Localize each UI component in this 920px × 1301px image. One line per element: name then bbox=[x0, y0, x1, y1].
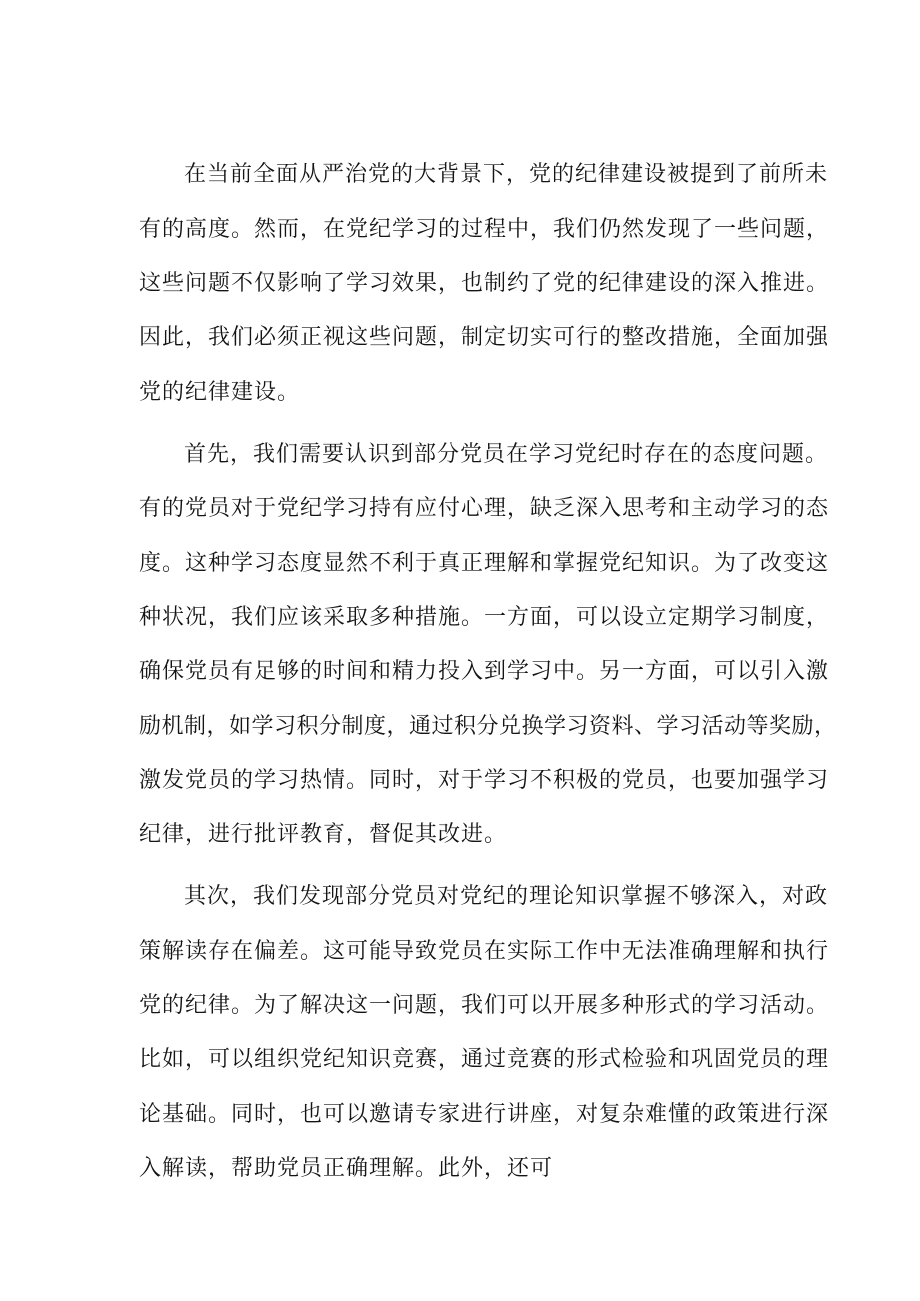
paragraph-3-line-2: 策解读存在偏差。这可能导致党员在实际工作中无法准确理解和执行 bbox=[139, 939, 830, 964]
paragraph-3-line-1: 其次，我们发现部分党员对党纪的理论知识掌握不够深入，对政 bbox=[184, 884, 829, 909]
paragraph-1-line-1: 在当前全面从严治党的大背景下，党的纪律建设被提到了前所未 bbox=[184, 162, 829, 187]
paragraph-2-line-3: 度。这种学习态度显然不利于真正理解和掌握党纪知识。为了改变这 bbox=[139, 551, 830, 576]
paragraph-1-line-2: 有的高度。然而，在党纪学习的过程中，我们仍然发现了一些问题， bbox=[139, 217, 830, 242]
paragraph-1-line-3: 这些问题不仅影响了学习效果，也制约了党的纪律建设的深入推进。 bbox=[139, 271, 830, 296]
paragraph-2-line-2: 有的党员对于党纪学习持有应付心理，缺乏深入思考和主动学习的态 bbox=[139, 496, 830, 521]
paragraph-2-line-4: 种状况，我们应该采取多种措施。一方面，可以设立定期学习制度， bbox=[139, 605, 830, 630]
paragraph-2-line-6: 励机制，如学习积分制度，通过积分兑换学习资料、学习活动等奖励， bbox=[139, 714, 837, 739]
paragraph-3-line-4: 比如，可以组织党纪知识竞赛，通过竞赛的形式检验和巩固党员的理 bbox=[139, 1047, 830, 1072]
paragraph-3-line-3: 党的纪律。为了解决这一问题，我们可以开展多种形式的学习活动。 bbox=[139, 993, 830, 1018]
paragraph-2-line-8: 纪律，进行批评教育，督促其改进。 bbox=[139, 822, 508, 847]
paragraph-1-line-4: 因此，我们必须正视这些问题，制定切实可行的整改措施，全面加强 bbox=[139, 325, 830, 350]
paragraph-2-line-5: 确保党员有足够的时间和精力投入到学习中。另一方面，可以引入激 bbox=[139, 659, 830, 684]
paragraph-2-line-7: 激发党员的学习热情。同时，对于学习不积极的党员，也要加强学习 bbox=[139, 768, 830, 793]
paragraph-2-line-1: 首先，我们需要认识到部分党员在学习党纪时存在的态度问题。 bbox=[184, 442, 829, 467]
paragraph-3-line-6: 入解读，帮助党员正确理解。此外，还可 bbox=[139, 1156, 554, 1181]
paragraph-3-line-5: 论基础。同时，也可以邀请专家进行讲座，对复杂难懂的政策进行深 bbox=[139, 1102, 830, 1127]
paragraph-1-line-5: 党的纪律建设。 bbox=[139, 380, 301, 405]
